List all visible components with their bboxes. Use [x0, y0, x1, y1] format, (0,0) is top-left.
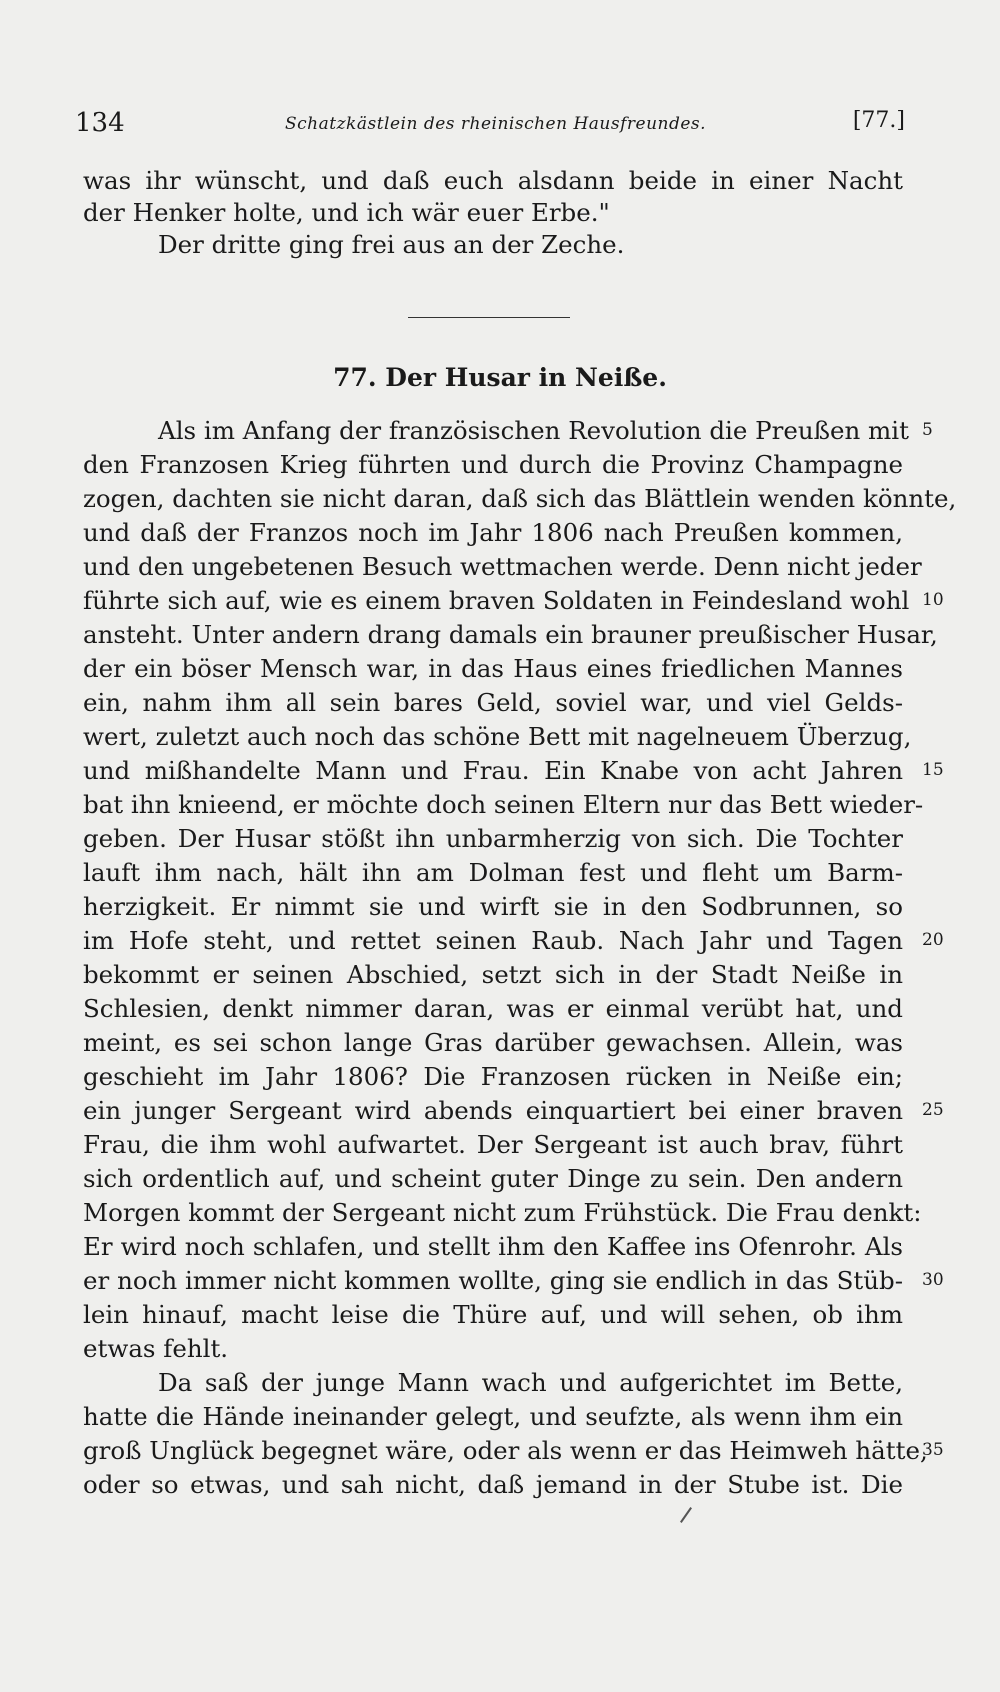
- text-line: der Henker holte, und ich wär euer Erbe.": [83, 198, 610, 227]
- line-number: 25: [922, 1100, 944, 1120]
- running-header: [75, 108, 905, 148]
- text-line: Der dritte ging frei aus an der Zeche.: [158, 230, 625, 259]
- stray-pen-mark: [680, 1507, 692, 1523]
- text-line: Schlesien, denkt nimmer daran, was er einmal verübt hat, und: [83, 994, 903, 1023]
- text-line: den Franzosen Krieg führten und durch die Provinz Champagne: [83, 450, 903, 479]
- text-line: was ihr wünscht, und daß euch alsdann beide in einer Nacht: [83, 166, 903, 195]
- section-reference: [77.]: [852, 108, 905, 133]
- line-number: 15: [922, 760, 944, 780]
- text-line: oder so etwas, und sah nicht, daß jemand in der Stube ist. Die: [83, 1470, 903, 1499]
- text-line: und den ungebetenen Besuch wettmachen werde. Denn nicht jeder: [83, 552, 922, 581]
- text-line: Er wird noch schlafen, und stellt ihm den Kaffee ins Ofenrohr. Als: [83, 1232, 903, 1261]
- page-number: 134: [75, 108, 125, 138]
- text-line: zogen, dachten sie nicht daran, daß sich das Blättlein wenden könnte,: [83, 484, 957, 513]
- text-line: etwas fehlt.: [83, 1334, 229, 1363]
- text-line: ein, nahm ihm all sein bares Geld, soviel war, und viel Gelds-: [83, 688, 903, 717]
- text-line: Da saß der junge Mann wach und aufgerichtet im Bette,: [158, 1368, 903, 1397]
- text-line: meint, es sei schon lange Gras darüber gewachsen. Allein, was: [83, 1028, 903, 1057]
- text-line: bat ihn knieend, er möchte doch seinen Eltern nur das Bett wieder-: [83, 790, 924, 819]
- text-line: lauft ihm nach, hält ihn am Dolman fest und fleht um Barm-: [83, 858, 903, 887]
- text-line: Als im Anfang der französischen Revolution die Preußen mit: [158, 416, 909, 445]
- text-line: bekommt er seinen Abschied, setzt sich in der Stadt Neiße in: [83, 960, 903, 989]
- text-line: im Hofe steht, und rettet seinen Raub. Nach Jahr und Tagen: [83, 926, 903, 955]
- text-line: er noch immer nicht kommen wollte, ging sie endlich in das Stüb-: [83, 1266, 903, 1295]
- text-line: führte sich auf, wie es einem braven Soldaten in Feindesland wohl: [83, 586, 910, 615]
- text-line: der ein böser Mensch war, in das Haus eines friedlichen Mannes: [83, 654, 903, 683]
- text-line: ansteht. Unter andern drang damals ein brauner preußischer Husar,: [83, 620, 938, 649]
- text-line: wert, zuletzt auch noch das schöne Bett mit nagelneuem Überzug,: [83, 722, 912, 751]
- text-line: ein junger Sergeant wird abends einquartiert bei einer braven: [83, 1096, 903, 1125]
- line-number: 10: [922, 590, 944, 610]
- text-line: Frau, die ihm wohl aufwartet. Der Sergeant ist auch brav, führt: [83, 1130, 903, 1159]
- text-line: Morgen kommt der Sergeant nicht zum Frühstück. Die Frau denkt:: [83, 1198, 922, 1227]
- text-line: und mißhandelte Mann und Frau. Ein Knabe von acht Jahren: [83, 756, 903, 785]
- line-number: 5: [922, 420, 933, 440]
- text-line: groß Unglück begegnet wäre, oder als wenn er das Heimweh hätte,: [83, 1436, 928, 1465]
- line-number: 30: [922, 1270, 944, 1290]
- section-divider: [408, 317, 570, 318]
- running-title: Schatzkästlein des rheinischen Hausfreundes.: [285, 114, 707, 134]
- text-line: sich ordentlich auf, und scheint guter Dinge zu sein. Den andern: [83, 1164, 903, 1193]
- text-line: geben. Der Husar stößt ihn unbarmherzig von sich. Die Tochter: [83, 824, 903, 853]
- text-line: und daß der Franzos noch im Jahr 1806 nach Preußen kommen,: [83, 518, 903, 547]
- line-number: 35: [922, 1440, 944, 1460]
- text-line: geschieht im Jahr 1806? Die Franzosen rücken in Neiße ein;: [83, 1062, 903, 1091]
- text-line: hatte die Hände ineinander gelegt, und seufzte, als wenn ihm ein: [83, 1402, 903, 1431]
- text-line: lein hinauf, macht leise die Thüre auf, und will sehen, ob ihm: [83, 1300, 903, 1329]
- line-number: 20: [922, 930, 944, 950]
- text-line: herzigkeit. Er nimmt sie und wirft sie in den Sodbrunnen, so: [83, 892, 903, 921]
- section-title: 77. Der Husar in Neiße.: [333, 363, 667, 392]
